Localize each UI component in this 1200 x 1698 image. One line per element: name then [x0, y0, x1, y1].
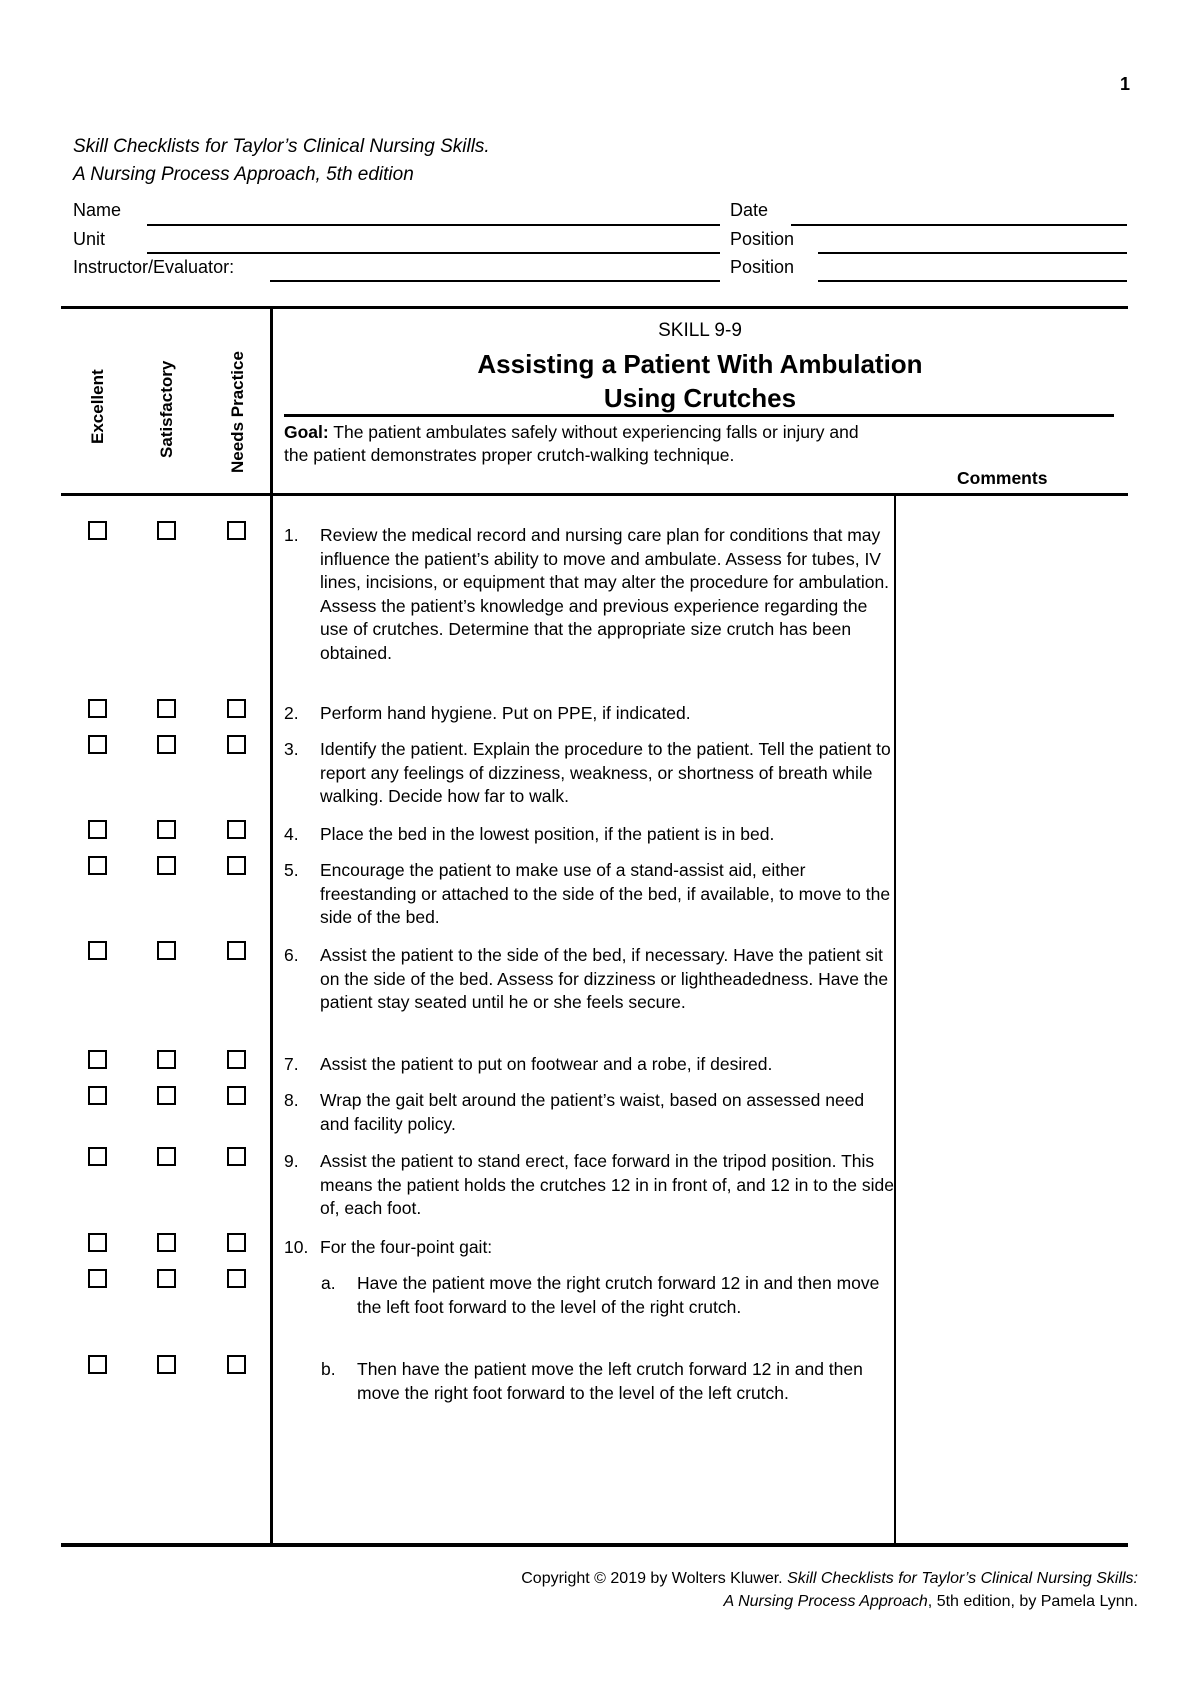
name-label: Name	[73, 200, 122, 220]
checkbox-needs-practice[interactable]	[227, 735, 246, 754]
goal	[284, 421, 884, 467]
step-number: 4.	[284, 824, 299, 844]
step-text: Identify the patient. Explain the procedure to the patient. Tell the patient to report any feelings of dizziness, weakness, or shortness of breath while walking. Decide how far to walk.	[320, 739, 891, 806]
checkbox-excellent[interactable]	[88, 735, 107, 754]
step-item	[284, 823, 894, 847]
step-number: 2.	[284, 703, 299, 723]
checkbox-satisfactory[interactable]	[157, 1050, 176, 1069]
step-item	[284, 944, 894, 1015]
rating-satisfactory-header: Satisfactory	[157, 360, 176, 458]
step-text: Encourage the patient to make use of a stand-assist aid, either freestanding or attached to the side of the bed, if available, to move to the side of the bed.	[320, 860, 891, 927]
skill-title-line1: Assisting a Patient With Ambulation	[477, 349, 923, 379]
step-item	[284, 524, 894, 665]
book-title-line2: A Nursing Process Approach, 5th edition	[73, 164, 414, 185]
checkbox-excellent[interactable]	[88, 1233, 107, 1252]
rating-needs-practice-header: Needs Practice	[228, 351, 247, 473]
step-number: 9.	[284, 1151, 299, 1171]
step-text: Assist the patient to stand erect, face forward in the tripod position. This means the patient holds the crutches 12 in in front of, and 12 in to the side of, each foot.	[320, 1151, 894, 1218]
checkbox-satisfactory[interactable]	[157, 521, 176, 540]
checkbox-needs-practice[interactable]	[227, 856, 246, 875]
checkbox-satisfactory[interactable]	[157, 1233, 176, 1252]
page-number: 1	[1120, 74, 1131, 94]
step-item	[284, 1236, 894, 1260]
checkbox-needs-practice[interactable]	[227, 1269, 246, 1288]
date-field[interactable]	[791, 224, 1127, 226]
step-number: 5.	[284, 860, 299, 880]
checkbox-needs-practice[interactable]	[227, 1355, 246, 1374]
skill-title-line2: Using Crutches	[603, 383, 797, 413]
step-item	[321, 1358, 894, 1405]
position-field[interactable]	[818, 252, 1127, 254]
step-number: b.	[321, 1359, 336, 1379]
checkbox-satisfactory[interactable]	[157, 699, 176, 718]
step-text: Then have the patient move the left crutch forward 12 in and then move the right foot forward to the level of the left crutch.	[357, 1359, 863, 1403]
step-item	[284, 1053, 894, 1077]
step-text: Perform hand hygiene. Put on PPE, if indicated.	[320, 703, 691, 723]
step-number: 6.	[284, 945, 299, 965]
position-field-2[interactable]	[818, 280, 1127, 282]
checkbox-excellent[interactable]	[88, 1086, 107, 1105]
goal-text: The patient ambulates safely without experiencing falls or injury and the patient demonstrates proper crutch-walking technique.	[284, 422, 859, 465]
checkbox-satisfactory[interactable]	[157, 1147, 176, 1166]
date-label: Date	[730, 200, 769, 220]
instructor-field[interactable]	[270, 280, 720, 282]
header-bottom-rule	[61, 493, 1128, 496]
checkbox-needs-practice[interactable]	[227, 1147, 246, 1166]
checkbox-needs-practice[interactable]	[227, 1086, 246, 1105]
checkbox-excellent[interactable]	[88, 521, 107, 540]
skill-number: SKILL 9-9	[658, 320, 742, 341]
checkbox-needs-practice[interactable]	[227, 1233, 246, 1252]
footer-book-sub: A Nursing Process Approach	[723, 1593, 928, 1610]
comments-header: Comments	[957, 468, 1048, 488]
step-item	[284, 1150, 894, 1221]
table-bottom-rule	[61, 1543, 1128, 1547]
position-label-2: Position	[730, 257, 795, 277]
step-number: 3.	[284, 739, 299, 759]
unit-field[interactable]	[147, 252, 720, 254]
checkbox-satisfactory[interactable]	[157, 735, 176, 754]
step-number: 1.	[284, 525, 299, 545]
position-label: Position	[730, 229, 795, 249]
checkbox-excellent[interactable]	[88, 1269, 107, 1288]
checkbox-satisfactory[interactable]	[157, 856, 176, 875]
rating-excellent-header: Excellent	[88, 369, 107, 444]
checkbox-satisfactory[interactable]	[157, 941, 176, 960]
checkbox-excellent[interactable]	[88, 820, 107, 839]
copyright-footer	[521, 1567, 1138, 1613]
checkbox-needs-practice[interactable]	[227, 521, 246, 540]
checkbox-excellent[interactable]	[88, 856, 107, 875]
step-item	[321, 1272, 894, 1319]
checkbox-needs-practice[interactable]	[227, 699, 246, 718]
comments-divider	[894, 495, 896, 1544]
checkbox-excellent[interactable]	[88, 699, 107, 718]
step-number: 7.	[284, 1054, 299, 1074]
step-text: Wrap the gait belt around the patient’s waist, based on assessed need and facility policy.	[320, 1090, 865, 1134]
checkbox-satisfactory[interactable]	[157, 1269, 176, 1288]
checkbox-excellent[interactable]	[88, 941, 107, 960]
checkbox-needs-practice[interactable]	[227, 1050, 246, 1069]
footer-book-title: Skill Checklists for Taylor’s Clinical Nursing Skills:	[787, 1570, 1138, 1587]
footer-prefix: Copyright © 2019 by Wolters Kluwer.	[521, 1570, 783, 1587]
step-item	[284, 1089, 894, 1136]
step-number: 10.	[284, 1237, 309, 1257]
skill-title	[270, 347, 1130, 415]
checkbox-excellent[interactable]	[88, 1050, 107, 1069]
step-text: Assist the patient to the side of the bed, if necessary. Have the patient sit on the side of the bed. Assess for dizziness or lightheadedness. Have the patient stay seated until he or she feels secure.	[320, 945, 889, 1012]
instructor-label: Instructor/Evaluator:	[73, 257, 235, 277]
step-number: 8.	[284, 1090, 299, 1110]
step-text: For the four-point gait:	[320, 1237, 493, 1257]
footer-suffix: , 5th edition, by Pamela Lynn.	[927, 1593, 1138, 1610]
name-field[interactable]	[147, 224, 720, 226]
book-title-line1: Skill Checklists for Taylor’s Clinical Nursing Skills.	[73, 136, 490, 157]
step-text: Have the patient move the right crutch forward 12 in and then move the left foot forward to the level of the right crutch.	[357, 1273, 880, 1317]
checkbox-needs-practice[interactable]	[227, 941, 246, 960]
table-top-rule	[61, 306, 1128, 309]
step-item	[284, 702, 894, 726]
goal-label: Goal:	[284, 422, 329, 442]
step-text: Review the medical record and nursing care plan for conditions that may influence the patient’s ability to move and ambulate. Assess for tubes, IV lines, incisions, or equipment that may alter the procedure for ambulation. Assess the patient’s knowledge and previous experience regarding the use of crutches. Determine that the appropriate size crutch has been obtained.	[320, 525, 890, 663]
step-item	[284, 738, 894, 809]
checkbox-excellent[interactable]	[88, 1355, 107, 1374]
step-text: Place the bed in the lowest position, if the patient is in bed.	[320, 824, 775, 844]
checkbox-needs-practice[interactable]	[227, 820, 246, 839]
checkbox-satisfactory[interactable]	[157, 1355, 176, 1374]
step-text: Assist the patient to put on footwear and a robe, if desired.	[320, 1054, 773, 1074]
step-item	[284, 859, 894, 930]
unit-label: Unit	[73, 229, 106, 249]
step-number: a.	[321, 1273, 336, 1293]
checkbox-satisfactory[interactable]	[157, 1086, 176, 1105]
rating-divider	[270, 306, 273, 1546]
checkbox-satisfactory[interactable]	[157, 820, 176, 839]
checkbox-excellent[interactable]	[88, 1147, 107, 1166]
